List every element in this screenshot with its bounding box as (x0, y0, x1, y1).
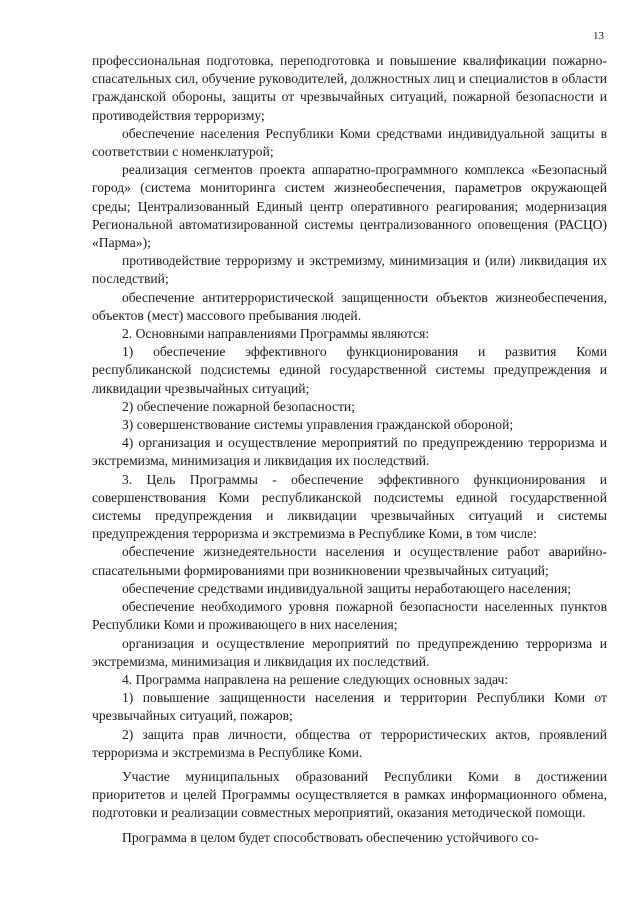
direction-item-2: 2) обеспечение пожарной безопасности; (122, 398, 355, 414)
page-number: 13 (593, 30, 604, 42)
paragraph-counter-terrorism: противодействие терроризму и экстремизму, минимизация и (или) ликвидация их последствий; (92, 253, 607, 287)
goal-item-life-support: обеспечение жизнедеятельности населения и осуществление работ аварийно-спасательными формированиями при возникновении чрезвычайных ситуаций; (92, 544, 607, 578)
paragraph-training: профессиональная подготовка, переподготовка и повышение квалификации пожарно-спасательных сил, обучение руководителей, должностных лиц и специалистов в области гражданской обороны, защиты от чрезвычайных ситуаций, пожарной безопасности и противодействия терроризму; (92, 53, 607, 123)
goal-item-fire-safety: обеспечение необходимого уровня пожарной безопасности населенных пунктов Республики Коми и проживающего в них населения; (92, 599, 607, 633)
paragraph-safe-city: реализация сегментов проекта аппаратно-программного комплекса «Безопасный город» (система мониторинга систем жизнеобеспечения, параметров окружающей среды; Централизованный Единый центр оперативного реагирования; модернизация Региональной автоматизированной системы централизованного оповещения (РАСЦО) «Парма»); (92, 162, 607, 251)
goal-item-terrorism-prevention: организация и осуществление мероприятий по предупреждению терроризма и экстремизма, минимизация и ликвидация их последствий. (92, 635, 607, 669)
paragraph-antiterror-protection: обеспечение антитеррористической защищенности объектов жизнеобеспечения, объектов (мест) массового пребывания людей. (92, 289, 607, 323)
section-heading-tasks: 4. Программа направлена на решение следующих основных задач: (122, 671, 509, 687)
direction-item-4: 4) организация и осуществление мероприятий по предупреждению терроризма и экстремизма, минимизация и ликвидация их последствий. (92, 435, 607, 469)
paragraph-ppe-supply: обеспечение населения Республики Коми средствами индивидуальной защиты в соответствии с номенклатурой; (92, 125, 607, 160)
section-heading-directions: 2. Основными направлениями Программы являются: (122, 326, 430, 342)
direction-item-1: 1) обеспечение эффективного функционирования и развития Коми республиканской подсистемы единой государственной системы предупреждения и ликвидации чрезвычайных ситуаций; (92, 344, 607, 396)
paragraph-municipal-participation: Участие муниципальных образований Республики Коми в достижении приоритетов и целей Программы осуществляется в рамках информационного обмена, подготовки и реализации совместных мероприятий, оказания методической помощи. (92, 768, 607, 821)
goal-item-ppe: обеспечение средствами индивидуальной защиты неработающего населения; (122, 580, 572, 596)
task-item-1: 1) повышение защищенности населения и территории Республики Коми от чрезвычайных ситуаций, пожаров; (92, 690, 607, 724)
paragraph-conclusion: Программа в целом будет способствовать обеспечению устойчивого со- (122, 829, 539, 845)
direction-item-3: 3) совершенствование системы управления гражданской обороной; (122, 417, 514, 433)
section-program-goal: 3. Цель Программы - обеспечение эффективного функционирования и совершенствования Коми республиканской подсистемы единой государственной системы предупреждения и ликвидации чрезвычайных ситуаций и системы предупреждения терроризма и экстремизма в Республике Коми, в том числе: (92, 471, 607, 542)
task-item-2: 2) защита прав личности, общества от террористических актов, проявлений терроризма и экстремизма в Республике Коми. (92, 726, 607, 760)
document-body (92, 52, 607, 847)
